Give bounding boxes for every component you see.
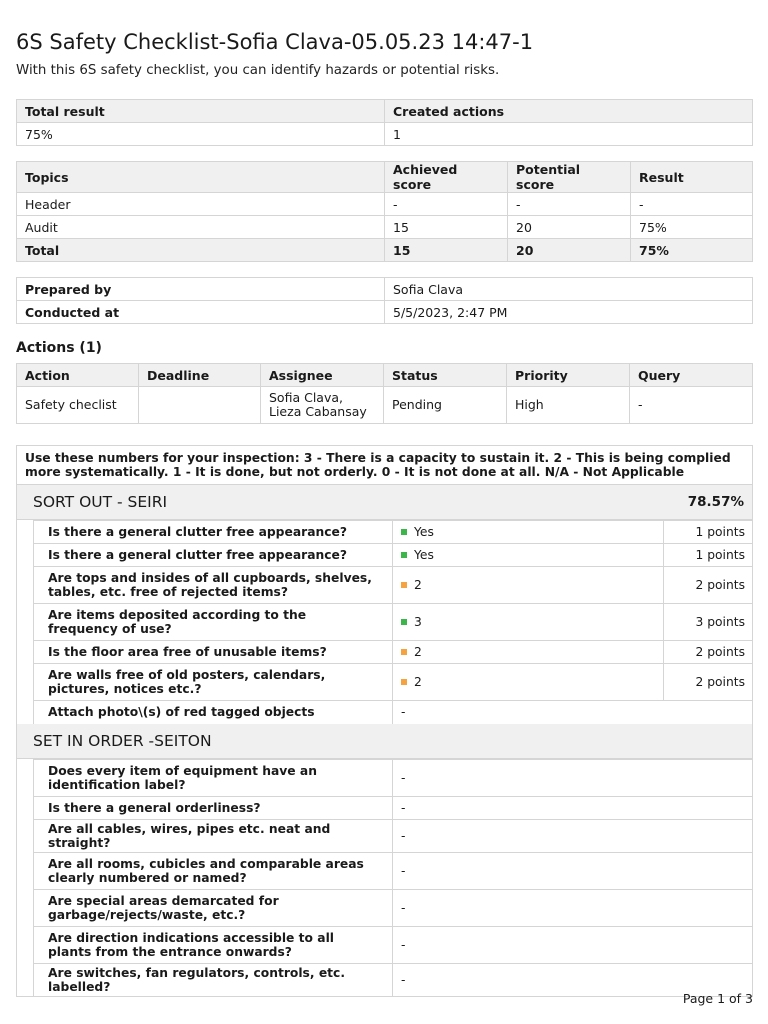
answer-cell — [393, 796, 754, 819]
total-result: 75% — [631, 239, 753, 262]
summary-total-result-value: 75% — [17, 123, 385, 146]
table-row — [17, 193, 753, 216]
actions-header-status: Status — [384, 364, 507, 387]
points-value: 1 points — [664, 544, 754, 567]
table-row — [17, 278, 753, 301]
question-text: Is the floor area free of unusable items? — [34, 641, 393, 664]
question-row — [34, 544, 754, 567]
summary-table — [16, 99, 753, 146]
actions-header-assignee: Assignee — [261, 364, 384, 387]
answer-value: 2 — [414, 645, 422, 659]
answer-value: - — [401, 828, 406, 843]
total-label: Total — [17, 239, 385, 262]
question-text: Are all cables, wires, pipes etc. neat and straight? — [34, 819, 393, 852]
answer-value: Yes — [414, 525, 434, 539]
prepared-by-value: Sofia Clava — [385, 278, 753, 301]
topics-table — [16, 161, 753, 262]
actions-header-action: Action — [17, 364, 139, 387]
inspection-sections — [17, 485, 752, 996]
answer-value: 3 — [414, 615, 422, 629]
topic-achieved: - — [385, 193, 508, 216]
answer-cell — [393, 544, 664, 567]
section-title: SORT OUT - SEIRI — [33, 493, 168, 511]
action-status: Pending — [384, 387, 507, 424]
answer-cell — [393, 819, 754, 852]
question-row — [34, 604, 754, 641]
answer-cell — [393, 889, 754, 926]
question-text: Are direction indications accessible to all plants from the entrance onwards? — [34, 926, 393, 963]
question-text: Is there a general clutter free appearance? — [34, 521, 393, 544]
section-title: SET IN ORDER -SEITON — [33, 731, 212, 750]
table-row — [17, 216, 753, 239]
question-text: Are tops and insides of all cupboards, shelves, tables, etc. free of rejected items? — [34, 567, 393, 604]
total-achieved: 15 — [385, 239, 508, 262]
answer-cell — [393, 926, 754, 963]
question-text: Are special areas demarcated for garbage/rejects/waste, etc.? — [34, 889, 393, 926]
points-value: 3 points — [664, 604, 754, 641]
question-row — [34, 664, 754, 701]
answer-value: - — [401, 863, 406, 878]
topic-result: - — [631, 193, 753, 216]
question-text: Are walls free of old posters, calendars, pictures, notices etc.? — [34, 664, 393, 701]
action-deadline — [139, 387, 261, 424]
question-row — [34, 641, 754, 664]
topic-result: 75% — [631, 216, 753, 239]
question-row — [34, 852, 754, 889]
question-row — [34, 701, 754, 724]
answer-value: - — [401, 770, 406, 785]
answer-cell — [393, 604, 664, 641]
summary-created-actions-value: 1 — [385, 123, 753, 146]
section-score: 78.57% — [687, 494, 744, 510]
conducted-at-label: Conducted at — [17, 301, 385, 324]
question-text: Does every item of equipment have an identification label? — [34, 759, 393, 796]
answer-indicator-icon — [401, 582, 407, 588]
summary-header-total-result: Total result — [17, 100, 385, 123]
question-table — [33, 520, 753, 724]
actions-header-query: Query — [630, 364, 753, 387]
topics-header-potential: Potential score — [508, 162, 631, 193]
answer-indicator-icon — [401, 619, 407, 625]
summary-header-created-actions: Created actions — [385, 100, 753, 123]
question-row — [34, 926, 754, 963]
action-assignee: Sofia Clava, Lieza Cabansay — [261, 387, 384, 424]
answer-cell — [393, 759, 754, 796]
question-row — [34, 796, 754, 819]
answer-indicator-icon — [401, 552, 407, 558]
prepared-table — [16, 277, 753, 324]
question-text: Is there a general orderliness? — [34, 796, 393, 819]
actions-title: Actions (1) — [16, 340, 102, 356]
inspection-note: Use these numbers for your inspection: 3 - There is a capacity to sustain it. 2 - This is being complied more systematically. 1 - It is done, but not orderly. 0 - It is not done at all. N/A - Not Applicable — [17, 446, 752, 485]
answer-value: 2 — [414, 578, 422, 592]
answer-cell — [393, 852, 754, 889]
answer-indicator-icon — [401, 529, 407, 535]
answer-value: - — [401, 705, 406, 720]
topic-name: Header — [17, 193, 385, 216]
answer-indicator-icon — [401, 679, 407, 685]
question-row — [34, 819, 754, 852]
answer-value: - — [401, 972, 406, 987]
section-header — [17, 485, 752, 520]
answer-indicator-icon — [401, 649, 407, 655]
question-text: Are items deposited according to the frequency of use? — [34, 604, 393, 641]
question-row — [34, 759, 754, 796]
question-row — [34, 567, 754, 604]
conducted-at-value: 5/5/2023, 2:47 PM — [385, 301, 753, 324]
answer-value: Yes — [414, 548, 434, 562]
answer-cell — [393, 641, 664, 664]
question-row — [34, 963, 754, 996]
actions-header-deadline: Deadline — [139, 364, 261, 387]
topic-potential: - — [508, 193, 631, 216]
report-page — [16, 0, 753, 997]
question-text: Attach photo\(s) of red tagged objects — [34, 701, 393, 724]
table-row — [17, 301, 753, 324]
topic-potential: 20 — [508, 216, 631, 239]
points-value: 1 points — [664, 521, 754, 544]
answer-value: - — [401, 937, 406, 952]
page-number: Page 1 of 3 — [682, 991, 753, 1006]
action-query: - — [630, 387, 753, 424]
actions-header-priority: Priority — [507, 364, 630, 387]
answer-value: - — [401, 800, 406, 815]
topics-total-row — [17, 239, 753, 262]
question-row — [34, 521, 754, 544]
topics-header-topics: Topics — [17, 162, 385, 193]
question-text: Is there a general clutter free appearance? — [34, 544, 393, 567]
points-value: 2 points — [664, 664, 754, 701]
answer-cell — [393, 567, 664, 604]
points-value: 2 points — [664, 641, 754, 664]
question-row — [34, 889, 754, 926]
answer-value: 2 — [414, 675, 422, 689]
question-table — [33, 759, 753, 996]
answer-cell — [393, 701, 754, 724]
prepared-by-label: Prepared by — [17, 278, 385, 301]
topics-header-achieved: Achieved score — [385, 162, 508, 193]
topics-header-result: Result — [631, 162, 753, 193]
table-row[interactable] — [17, 387, 753, 424]
question-text: Are switches, fan regulators, controls, etc. labelled? — [34, 963, 393, 996]
answer-cell — [393, 521, 664, 544]
topic-achieved: 15 — [385, 216, 508, 239]
page-title: 6S Safety Checklist-Sofia Clava-05.05.23 14:47-1 — [16, 30, 534, 54]
section-header — [17, 724, 752, 759]
action-name[interactable]: Safety checlist — [17, 387, 139, 424]
action-priority: High — [507, 387, 630, 424]
topic-name: Audit — [17, 216, 385, 239]
question-text: Are all rooms, cubicles and comparable areas clearly numbered or named? — [34, 852, 393, 889]
total-potential: 20 — [508, 239, 631, 262]
answer-value: - — [401, 900, 406, 915]
page-subtitle: With this 6S safety checklist, you can identify hazards or potential risks. — [16, 63, 500, 78]
answer-cell — [393, 664, 664, 701]
inspection-panel — [16, 445, 753, 997]
actions-table — [16, 363, 753, 424]
points-value: 2 points — [664, 567, 754, 604]
